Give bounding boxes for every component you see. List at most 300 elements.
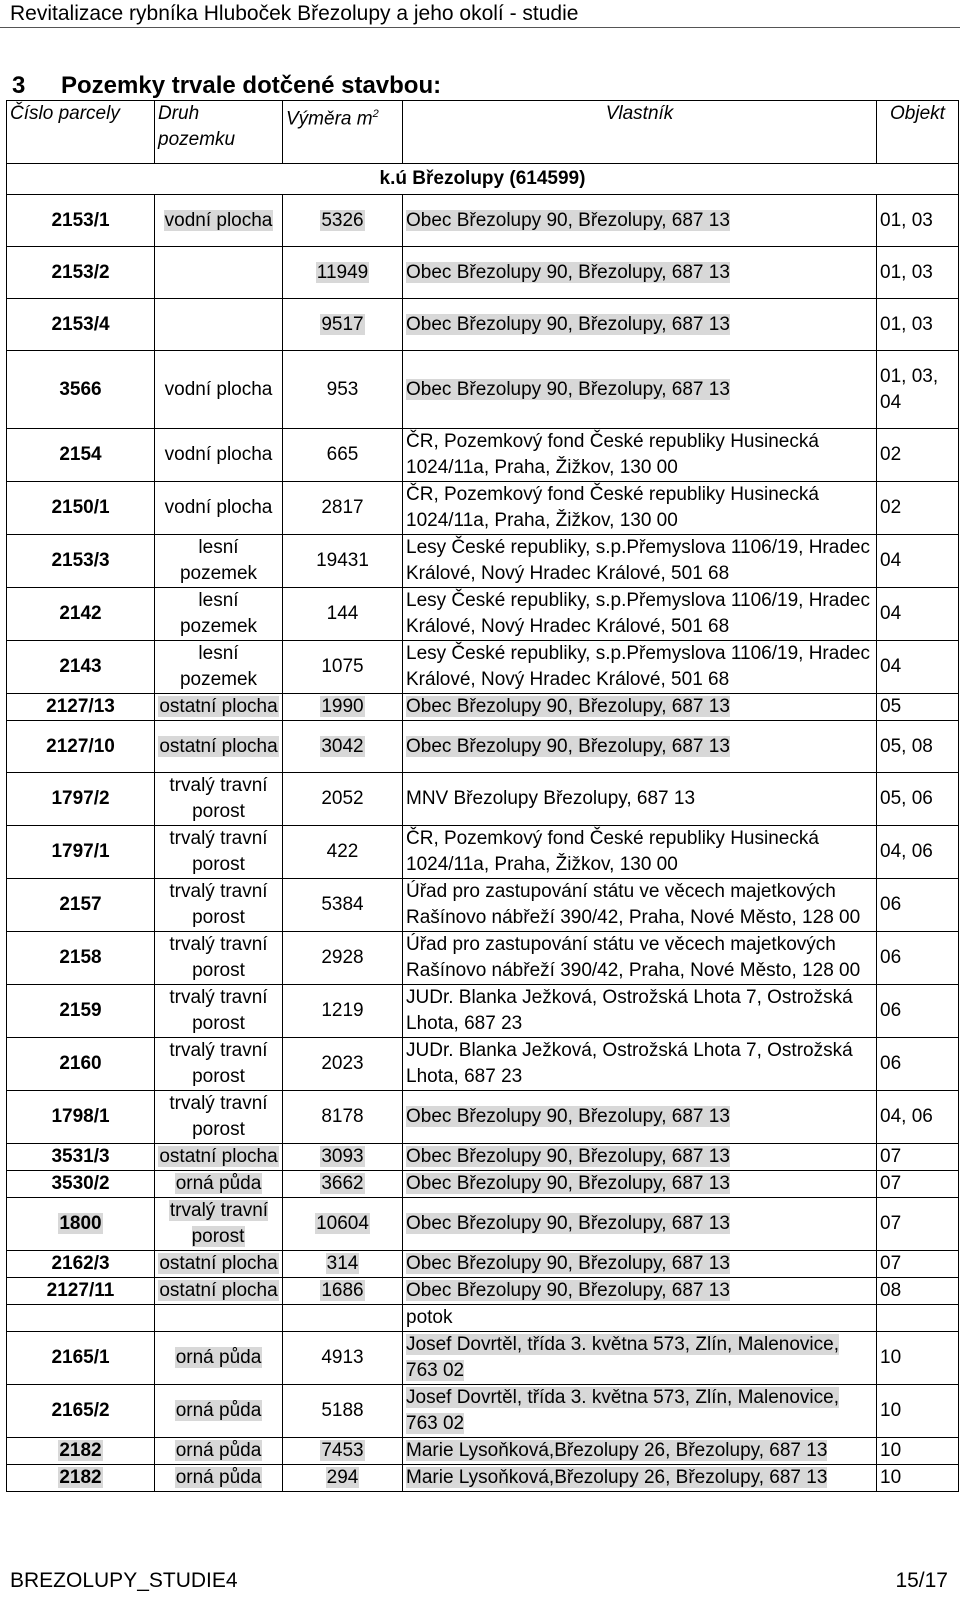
object-code-cell (877, 1251, 959, 1278)
owner-cell (403, 1251, 877, 1278)
land-type: orná půda (175, 1467, 262, 1488)
object-code-cell (877, 195, 959, 247)
table-row (7, 429, 959, 482)
parcel-number-cell (7, 826, 155, 879)
area-value-cell (283, 1278, 403, 1305)
land-type: orná půda (175, 1400, 262, 1421)
land-type: lesní pozemek (179, 537, 258, 584)
area-value-cell (283, 879, 403, 932)
owner: Josef Dovrtěl, třída 3. května 573, Zlín, Malenovice, 763 02 (406, 1334, 839, 1381)
table-body (7, 164, 959, 1492)
area-value: 953 (326, 378, 359, 400)
parcel-number: 3566 (59, 378, 102, 400)
object-code: 06 (880, 1000, 902, 1021)
area-value-cell (283, 721, 403, 773)
area-value-cell (283, 641, 403, 694)
object-code: 04, 06 (880, 841, 933, 862)
parcel-number-cell (7, 429, 155, 482)
parcel-number-cell (7, 721, 155, 773)
table-row (7, 299, 959, 351)
owner: Lesy České republiky, s.p.Přemyslova 1106/19, Hradec Králové, Nový Hradec Králové, 501 68 (406, 643, 870, 690)
land-type-cell (155, 721, 283, 773)
land-type-cell (155, 1251, 283, 1278)
table-row (7, 1438, 959, 1465)
table-row (7, 985, 959, 1038)
land-type: lesní pozemek (179, 643, 258, 690)
object-code: 07 (880, 1173, 902, 1194)
column-header-area-label: Výměra m (286, 108, 373, 130)
owner: ČR, Pozemkový fond České republiky Husinecká 1024/11a, Praha, Žižkov, 130 00 (406, 431, 819, 478)
owner: MNV Březolupy Březolupy, 687 13 (406, 788, 696, 809)
area-value-cell (283, 482, 403, 535)
land-type-cell (155, 1198, 283, 1251)
column-header-area (283, 101, 403, 164)
object-code-cell (877, 826, 959, 879)
parcel-number-cell (7, 1251, 155, 1278)
land-type-cell (155, 588, 283, 641)
land-type: vodní plocha (164, 497, 273, 518)
area-value-cell (283, 1198, 403, 1251)
area-value: 422 (326, 841, 359, 862)
owner: JUDr. Blanka Ježková, Ostrožská Lhota 7, Ostrožská Lhota, 687 23 (406, 987, 853, 1034)
owner-cell (403, 429, 877, 482)
parcel-number-cell (7, 535, 155, 588)
area-value: 11949 (316, 261, 369, 283)
object-code: 01, 03, 04 (880, 365, 939, 413)
area-value-cell (283, 1038, 403, 1091)
owner-cell (403, 1385, 877, 1438)
column-header-object: Objekt (877, 101, 959, 164)
area-value: 144 (326, 603, 359, 624)
table-row (7, 1144, 959, 1171)
parcel-number-cell (7, 641, 155, 694)
area-value-cell (283, 1171, 403, 1198)
parcel-number-cell (7, 195, 155, 247)
parcel-number-cell (7, 1438, 155, 1465)
parcel-number-cell (7, 351, 155, 429)
owner-cell (403, 1144, 877, 1171)
land-type: vodní plocha (164, 209, 273, 231)
parcel-number-cell (7, 879, 155, 932)
parcel-number-cell (7, 1385, 155, 1438)
object-code: 10 (880, 1347, 902, 1368)
parcel-number-cell (7, 1171, 155, 1198)
area-value: 3042 (321, 735, 364, 757)
land-type: orná půda (175, 1173, 262, 1194)
object-code-cell (877, 1144, 959, 1171)
owner: Úřad pro zastupování státu ve věcech majetkových Rašínovo nábřeží 390/42, Praha, Nové Město, 128 00 (406, 881, 861, 928)
parcel-number-cell (7, 694, 155, 721)
page-header (0, 0, 960, 28)
land-type: trvalý travní porost (169, 1040, 268, 1087)
table-row (7, 195, 959, 247)
table-row (7, 1198, 959, 1251)
table-row (7, 1251, 959, 1278)
land-type-cell (155, 1278, 283, 1305)
area-value: 10604 (316, 1213, 369, 1234)
owner: JUDr. Blanka Ježková, Ostrožská Lhota 7, Ostrožská Lhota, 687 23 (406, 1040, 853, 1087)
land-type: ostatní plocha (159, 696, 278, 717)
area-value-cell (283, 985, 403, 1038)
parcel-number: 3531/3 (51, 1146, 110, 1167)
land-type-cell (155, 694, 283, 721)
area-value-cell (283, 535, 403, 588)
land-type-cell (155, 773, 283, 826)
land-type-cell (155, 1038, 283, 1091)
land-type-cell (155, 879, 283, 932)
land-type: ostatní plocha (159, 1280, 278, 1301)
object-code: 01, 03 (880, 313, 933, 335)
table-row (7, 535, 959, 588)
table-header-row (7, 101, 959, 164)
parcel-number: 2127/11 (46, 1280, 115, 1301)
land-type-cell (155, 985, 283, 1038)
parcel-number-cell (7, 247, 155, 299)
parcel-number: 2153/3 (51, 550, 110, 571)
area-value-cell (283, 247, 403, 299)
area-value-cell (283, 932, 403, 985)
land-type: trvalý travní porost (169, 775, 268, 822)
land-type: orná půda (175, 1347, 262, 1368)
parcel-number-cell (7, 1305, 155, 1332)
land-type-cell (155, 247, 283, 299)
object-code: 04, 06 (880, 1106, 933, 1127)
parcel-number-cell (7, 985, 155, 1038)
footer-doc-code: BREZOLUPY_STUDIE4 (10, 1569, 238, 1592)
object-code-cell (877, 773, 959, 826)
owner: Lesy České republiky, s.p.Přemyslova 1106/19, Hradec Králové, Nový Hradec Králové, 501 68 (406, 590, 870, 637)
area-value: 1990 (321, 696, 364, 717)
area-value: 3662 (321, 1173, 364, 1194)
table-row (7, 1305, 959, 1332)
table-row (7, 1171, 959, 1198)
area-value: 9517 (321, 313, 364, 335)
land-type-cell (155, 299, 283, 351)
object-code: 08 (880, 1280, 902, 1301)
object-code: 05 (880, 696, 902, 717)
land-type-cell (155, 195, 283, 247)
owner: Obec Březolupy 90, Březolupy, 687 13 (406, 1146, 730, 1167)
owner-cell (403, 1305, 877, 1332)
area-value: 2928 (321, 947, 364, 968)
table-row (7, 826, 959, 879)
land-type-cell (155, 932, 283, 985)
owner-cell (403, 1091, 877, 1144)
land-type-cell (155, 1171, 283, 1198)
owner: Obec Březolupy 90, Březolupy, 687 13 (406, 261, 730, 283)
cadastre-row (7, 164, 959, 195)
owner: Marie Lysoňková,Březolupy 26, Březolupy, 687 13 (406, 1467, 828, 1488)
land-type-cell (155, 1305, 283, 1332)
object-code: 07 (880, 1253, 902, 1274)
table-row (7, 641, 959, 694)
area-value-cell (283, 1144, 403, 1171)
parcel-number-cell (7, 932, 155, 985)
object-code-cell (877, 641, 959, 694)
land-type: trvalý travní porost (169, 828, 268, 875)
table-row (7, 1278, 959, 1305)
object-code: 10 (880, 1440, 902, 1461)
table-row (7, 1038, 959, 1091)
parcel-number: 1798/1 (51, 1106, 110, 1127)
owner-cell (403, 482, 877, 535)
object-code-cell (877, 1385, 959, 1438)
object-code: 10 (880, 1400, 902, 1421)
owner-cell (403, 694, 877, 721)
land-type-cell (155, 351, 283, 429)
parcel-number-cell (7, 1278, 155, 1305)
table-row (7, 588, 959, 641)
area-value-cell (283, 195, 403, 247)
object-code-cell (877, 535, 959, 588)
column-header-type: Druh pozemku (155, 101, 283, 164)
owner: Obec Březolupy 90, Březolupy, 687 13 (406, 1280, 730, 1301)
parcel-number: 2154 (59, 444, 102, 465)
parcel-number: 2158 (59, 947, 102, 968)
object-code: 05, 08 (880, 735, 933, 757)
parcel-number-cell (7, 1465, 155, 1492)
area-value-cell (283, 429, 403, 482)
land-type-cell (155, 1438, 283, 1465)
owner: ČR, Pozemkový fond České republiky Husinecká 1024/11a, Praha, Žižkov, 130 00 (406, 484, 819, 531)
object-code-cell (877, 1278, 959, 1305)
object-code-cell (877, 351, 959, 429)
land-type: vodní plocha (164, 444, 273, 465)
object-code: 04 (880, 550, 902, 571)
object-code: 06 (880, 1053, 902, 1074)
land-type: trvalý travní porost (169, 1093, 268, 1140)
table-row (7, 482, 959, 535)
area-value-cell (283, 1465, 403, 1492)
object-code: 02 (880, 497, 902, 518)
object-code: 01, 03 (880, 261, 933, 283)
area-value: 4913 (321, 1347, 364, 1368)
owner: Úřad pro zastupování státu ve věcech majetkových Rašínovo nábřeží 390/42, Praha, Nové Město, 128 00 (406, 934, 861, 981)
owner-cell (403, 826, 877, 879)
area-value-cell (283, 1385, 403, 1438)
area-value-cell (283, 351, 403, 429)
table-row (7, 879, 959, 932)
object-code: 01, 03 (880, 209, 933, 231)
area-value: 2052 (321, 788, 364, 809)
parcel-number-cell (7, 1198, 155, 1251)
object-code: 05, 06 (880, 788, 933, 809)
parcel-number: 2182 (59, 1440, 102, 1461)
area-value-cell (283, 826, 403, 879)
object-code-cell (877, 588, 959, 641)
area-value: 5384 (321, 894, 364, 915)
area-value: 2817 (321, 497, 364, 518)
land-type: trvalý travní porost (169, 881, 268, 928)
object-code: 04 (880, 603, 902, 624)
parcel-number: 2127/10 (46, 735, 115, 757)
owner-cell (403, 535, 877, 588)
parcel-number-cell (7, 588, 155, 641)
parcel-number: 2153/2 (51, 261, 110, 283)
cadastre-label: k.ú Březolupy (614599) (7, 164, 959, 195)
table-row (7, 1385, 959, 1438)
table-row (7, 773, 959, 826)
area-value: 19431 (316, 550, 369, 571)
land-type-cell (155, 641, 283, 694)
area-value: 1075 (321, 656, 364, 677)
object-code-cell (877, 1332, 959, 1385)
land-type: ostatní plocha (159, 735, 278, 757)
object-code-cell (877, 429, 959, 482)
section-heading (12, 72, 441, 100)
area-value: 1219 (321, 1000, 364, 1021)
table-row (7, 1332, 959, 1385)
owner-cell (403, 985, 877, 1038)
area-value: 2023 (321, 1053, 364, 1074)
owner-cell (403, 932, 877, 985)
area-value-cell (283, 694, 403, 721)
object-code-cell (877, 1438, 959, 1465)
parcel-number-cell (7, 299, 155, 351)
owner: potok (406, 1307, 453, 1328)
owner-cell (403, 1198, 877, 1251)
owner-cell (403, 247, 877, 299)
table-row (7, 247, 959, 299)
land-type-cell (155, 429, 283, 482)
owner-cell (403, 1438, 877, 1465)
owner: Obec Březolupy 90, Březolupy, 687 13 (406, 1253, 730, 1274)
object-code: 04 (880, 656, 902, 677)
parcel-number-cell (7, 1144, 155, 1171)
object-code: 10 (880, 1467, 902, 1488)
parcel-number: 2159 (59, 1000, 102, 1021)
owner-cell (403, 721, 877, 773)
land-type: trvalý travní porost (169, 987, 268, 1034)
land-type: ostatní plocha (159, 1146, 278, 1167)
area-value-cell (283, 588, 403, 641)
land-type: trvalý travní porost (169, 934, 268, 981)
owner: Obec Březolupy 90, Březolupy, 687 13 (406, 209, 730, 231)
parcel-number-cell (7, 1038, 155, 1091)
parcel-number-cell (7, 773, 155, 826)
table-row (7, 721, 959, 773)
land-type: lesní pozemek (179, 590, 258, 637)
land-type-cell (155, 1144, 283, 1171)
object-code-cell (877, 1171, 959, 1198)
parcel-number-cell (7, 1332, 155, 1385)
table-row (7, 1091, 959, 1144)
owner: Obec Březolupy 90, Březolupy, 687 13 (406, 735, 730, 757)
object-code-cell (877, 879, 959, 932)
owner: Obec Březolupy 90, Březolupy, 687 13 (406, 1106, 730, 1127)
table-row (7, 351, 959, 429)
area-value: 7453 (321, 1440, 364, 1461)
land-type-cell (155, 1465, 283, 1492)
owner: Obec Březolupy 90, Březolupy, 687 13 (406, 1213, 730, 1234)
owner-cell (403, 1332, 877, 1385)
area-value-cell (283, 1438, 403, 1465)
owner-cell (403, 641, 877, 694)
owner: Obec Březolupy 90, Březolupy, 687 13 (406, 313, 730, 335)
land-type-cell (155, 482, 283, 535)
owner: Josef Dovrtěl, třída 3. května 573, Zlín, Malenovice, 763 02 (406, 1387, 839, 1434)
land-type-cell (155, 826, 283, 879)
owner: Lesy České republiky, s.p.Přemyslova 1106/19, Hradec Králové, Nový Hradec Králové, 501 68 (406, 537, 870, 584)
object-code-cell (877, 1091, 959, 1144)
parcel-number: 2142 (59, 603, 102, 624)
owner-cell (403, 1171, 877, 1198)
section-number: 3 (12, 72, 26, 99)
object-code-cell (877, 1305, 959, 1332)
parcel-number: 2162/3 (51, 1253, 110, 1274)
parcel-number-cell (7, 1091, 155, 1144)
owner: Obec Březolupy 90, Březolupy, 687 13 (406, 1173, 730, 1194)
land-type: ostatní plocha (159, 1253, 278, 1274)
object-code-cell (877, 482, 959, 535)
owner: Obec Březolupy 90, Březolupy, 687 13 (406, 378, 730, 400)
object-code: 06 (880, 894, 902, 915)
land-type: orná půda (175, 1440, 262, 1461)
object-code-cell (877, 1038, 959, 1091)
column-header-area-unit-exponent: 2 (372, 108, 379, 120)
object-code-cell (877, 299, 959, 351)
owner-cell (403, 773, 877, 826)
parcels-table (6, 100, 959, 1492)
area-value: 665 (326, 444, 359, 465)
owner: Marie Lysoňková,Březolupy 26, Březolupy, 687 13 (406, 1440, 828, 1461)
parcel-number: 2160 (59, 1053, 102, 1074)
parcel-number: 3530/2 (51, 1173, 110, 1194)
land-type-cell (155, 1091, 283, 1144)
land-type-cell (155, 1332, 283, 1385)
area-value: 8178 (321, 1106, 364, 1127)
owner-cell (403, 351, 877, 429)
owner: Obec Březolupy 90, Březolupy, 687 13 (406, 696, 730, 717)
area-value: 5326 (321, 209, 364, 231)
land-type-cell (155, 1385, 283, 1438)
area-value: 1686 (321, 1280, 364, 1301)
land-type: vodní plocha (164, 378, 273, 400)
document-title: Revitalizace rybníka Hluboček Březolupy a jeho okolí - studie (10, 2, 579, 25)
owner-cell (403, 299, 877, 351)
parcel-number: 2165/1 (51, 1347, 110, 1368)
section-title: Pozemky trvale dotčené stavbou: (61, 72, 442, 99)
object-code-cell (877, 1198, 959, 1251)
owner-cell (403, 588, 877, 641)
footer-page-number: 15/17 (895, 1569, 948, 1592)
object-code-cell (877, 985, 959, 1038)
owner: ČR, Pozemkový fond České republiky Husinecká 1024/11a, Praha, Žižkov, 130 00 (406, 828, 819, 875)
parcel-number: 2143 (59, 656, 102, 677)
object-code: 06 (880, 947, 902, 968)
land-type-cell (155, 535, 283, 588)
column-header-parcel: Číslo parcely (7, 101, 155, 164)
parcel-number: 2150/1 (51, 497, 110, 518)
area-value-cell (283, 1251, 403, 1278)
area-value: 5188 (321, 1400, 364, 1421)
object-code-cell (877, 1465, 959, 1492)
owner-cell (403, 195, 877, 247)
object-code-cell (877, 721, 959, 773)
area-value-cell (283, 1305, 403, 1332)
area-value-cell (283, 299, 403, 351)
object-code: 07 (880, 1146, 902, 1167)
column-header-owner: Vlastník (403, 101, 877, 164)
owner-cell (403, 1278, 877, 1305)
area-value: 294 (326, 1467, 359, 1488)
owner-cell (403, 1465, 877, 1492)
table-row (7, 1465, 959, 1492)
parcel-number: 2157 (59, 894, 102, 915)
parcel-number: 2165/2 (51, 1400, 110, 1421)
area-value: 3093 (321, 1146, 364, 1167)
owner-cell (403, 879, 877, 932)
